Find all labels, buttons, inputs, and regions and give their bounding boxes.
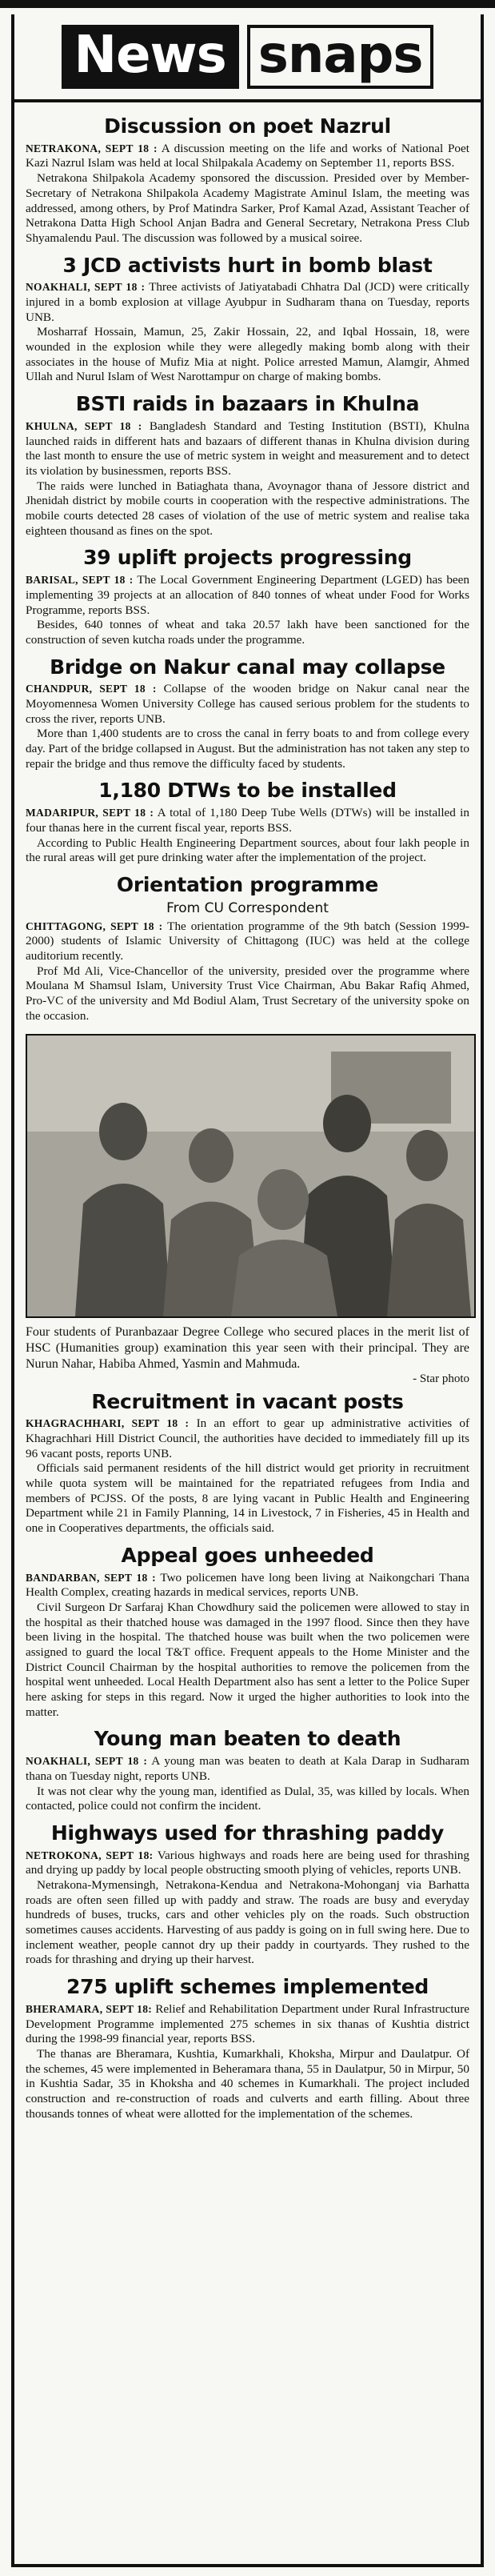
story-paragraph	[26, 280, 469, 325]
story-byline: From CU Correspondent	[166, 899, 329, 916]
story-headline: BSTI raids in bazaars in Khulna	[75, 392, 420, 416]
story-paragraph	[26, 1461, 469, 1536]
news-story	[26, 393, 469, 539]
story-dateline: NETROKONA, SEPT 18:	[26, 1849, 154, 1861]
news-story	[26, 656, 469, 772]
story-text: Mosharraf Hossain, Mamun, 25, Zakir Hossain, 22, and Iqbal Hossain, 18, were wounded in the explosion while they were allegedly making bomb along with their associates in the house of Mufiz Mia at night. Police arrested Mamun, Alamgir, Ahmed Ullah and Nurul Islam of West Narottampur on charge of making bombs.	[26, 325, 469, 384]
news-story	[26, 115, 469, 246]
news-photo	[26, 1034, 476, 1318]
story-dateline: KHULNA, SEPT 18 :	[26, 419, 142, 432]
story-text: A total of 1,180 Deep Tube Wells (DTWs) will be installed in four thanas here in the current fiscal year, reports BSS.	[26, 806, 469, 835]
stories-top	[26, 115, 469, 1024]
story-headline: Bridge on Nakur canal may collapse	[50, 655, 445, 679]
news-column	[11, 14, 484, 2567]
story-text: Besides, 640 tonnes of wheat and taka 20.57 lakh have been sanctioned for the construction of seven kutcha roads under the programme.	[26, 618, 469, 647]
story-text: It was not clear why the young man, identified as Dulal, 35, was killed by locals. When contacted, police could not confirm the incident.	[26, 1784, 469, 1813]
news-story	[26, 1822, 469, 1968]
story-text: In an effort to gear up administrative activities of Khagrachhari Hill District Council, the authorities have decided to immediately fill up its 96 vacant posts, reports UNB.	[26, 1416, 470, 1460]
story-text: The Local Government Engineering Department (LGED) has been implementing 39 projects at an allocation of 840 tonnes of wheat under Food for Works Programme, reports BSS.	[26, 573, 469, 617]
story-paragraph	[26, 1878, 469, 1968]
story-text: Bangladesh Standard and Testing Institution (BSTI), Khulna launched raids in different hats and bazaars of different thanas in Khulna division during the last month to ensure the use of metric system in weight and measurement and to detect its violation by businessmen, reports BSS.	[26, 419, 470, 478]
news-story	[26, 254, 469, 386]
story-headline: Recruitment in vacant posts	[91, 1389, 404, 1413]
story-paragraph	[26, 171, 469, 246]
story-dateline: CHITTAGONG, SEPT 18 :	[26, 919, 163, 932]
story-text: Officials said permanent residents of the hill district would get priority in recruitment while quota system will be maintained for the repatriated refugees from India and members of PCJSS. Of the posts, 8 are lying vacant in Public Health and Engineering Department while 21 in Family Planning, 14 in Livestock, 7 in Fisheries, 45 in Health and one in Cooperatives departments, the officials said.	[26, 1461, 469, 1536]
story-paragraph	[26, 806, 469, 835]
story-paragraph	[26, 325, 469, 385]
story-headline: 39 uplift projects progressing	[83, 546, 412, 570]
story-paragraph	[26, 419, 469, 479]
masthead-snaps: snaps	[247, 25, 434, 89]
story-paragraph	[26, 573, 469, 618]
story-paragraph	[26, 2047, 469, 2121]
story-headline: Highways used for thrashing paddy	[50, 1821, 445, 1845]
story-headline: Young man beaten to death	[94, 1727, 401, 1751]
story-headline: Discussion on poet Nazrul	[104, 114, 391, 138]
column-body	[14, 102, 481, 2121]
news-story	[26, 1976, 469, 2121]
story-headline: 3 JCD activists hurt in bomb blast	[62, 253, 433, 277]
story-dateline: NETRAKONA, SEPT 18 :	[26, 142, 158, 154]
story-paragraph	[26, 964, 469, 1024]
story-dateline: MADARIPUR, SEPT 18 :	[26, 807, 154, 819]
story-paragraph	[26, 1571, 469, 1600]
story-text: According to Public Health Engineering Department sources, about four lakh people in the rural areas will get pure drinking water after the implementation of the project.	[26, 835, 469, 865]
story-dateline: BANDARBAN, SEPT 18 :	[26, 1571, 156, 1584]
story-dateline: BHERAMARA, SEPT 18:	[26, 2002, 153, 2015]
story-headline: Appeal goes unheeded	[121, 1543, 374, 1567]
story-text: The raids were lunched in Batiaghata thana, Avoynagor thana of Jessore district and Jhenidah district by mobile courts in cooperation with the respective administrations. The mobile courts detected 28 cases of violation of the use of metric system and realise taka eighteen thousand as fines on the spot.	[26, 479, 469, 538]
story-dateline: NOAKHALI, SEPT 18 :	[26, 1755, 148, 1768]
photo-illustration	[27, 1036, 474, 1316]
story-dateline: KHAGRACHHARI, SEPT 18 :	[26, 1417, 190, 1430]
story-paragraph	[26, 479, 469, 539]
story-text: Prof Md Ali, Vice-Chancellor of the university, presided over the programme where Moulana M Shamsul Islam, University Trust Vice Chairman, Abu Bakar Rafiq Ahmed, Pro-VC of the university and Md Bodiul Alam, Trust Secretary of the university spoke on the occasion.	[26, 963, 469, 1023]
story-text: Two policemen have long been living at Naikongchari Thana Health Complex, creating hazards in medical services, reports UNB.	[26, 1570, 469, 1600]
story-paragraph	[26, 1416, 469, 1461]
news-story	[26, 874, 469, 1024]
top-rule	[0, 0, 495, 8]
story-paragraph	[26, 2002, 469, 2047]
story-paragraph	[26, 618, 469, 647]
news-story	[26, 1544, 469, 1721]
story-paragraph	[26, 1785, 469, 1814]
photo-credit: - Star photo	[413, 1372, 469, 1385]
story-paragraph	[26, 836, 469, 866]
story-text: The orientation programme of the 9th batch (Session 1999-2000) students of Islamic University of Chittagong (IUC) was held at the college auditorium recently.	[26, 919, 469, 963]
story-text: Three activists of Jatiyatabadi Chhatra Dal (JCD) were critically injured in a bomb explosion at village Ayubpur in Sudharam thana on Tuesday, reports UNB.	[26, 280, 469, 324]
story-text: More than 1,400 students are to cross the canal in ferry boats to and from college every day. Part of the bridge collapsed in August. But the administration has not taken any step to repair the bridge and thus remove the difficulty faced by students.	[26, 727, 469, 771]
story-paragraph	[26, 1600, 469, 1721]
story-headline: 275 uplift schemes implemented	[66, 1975, 429, 1999]
story-headline: 1,180 DTWs to be installed	[98, 779, 397, 803]
story-dateline: NOAKHALI, SEPT 18 :	[26, 281, 146, 294]
story-paragraph	[26, 142, 469, 171]
story-text: Relief and Rehabilitation Department under Rural Infrastructure Development Programme implemented 275 schemes in six thanas of Kushtia district during the 1998-99 financial year, reports BSS.	[26, 2001, 470, 2046]
story-text: Various highways and roads here are being used for thrashing and drying up paddy by local people obstructing smooth plying of vehicles, reports UNB.	[26, 1848, 469, 1877]
news-story	[26, 779, 469, 866]
masthead-news: News	[62, 25, 239, 89]
story-text: Netrakona-Mymensingh, Netrakona-Kendua and Netrakona-Mohonganj via Barhatta roads are often seen filled up with paddy and straw. The roads are busy and everyday hundreds of buses, trucks, cars and other vehicles ply on the roads. Such obstruction sometimes causes accidents. Harvesting of aus paddy is going on in full swing here. Due to inclement weather, people cannot dry up their paddy in courtyards. They rushed to the roads for thrashing and drying up their harvest.	[26, 1878, 469, 1967]
news-story	[26, 547, 469, 647]
story-text: The thanas are Bheramara, Kushtia, Kumarkhali, Khoksha, Mirpur and Daulatpur. Of the schemes, 45 were implemented in Beheramara thana, 55 in Daulatpur, 50 in Mirpur, 50 in Kushtia Sadar, 35 in Khoksha and 40 schemes in Kumarkhali. The project included construction and re-construction of roads and culverts and earth filling. About three thousands tonnes of wheat were allotted for the implementation of the schemes.	[26, 2046, 469, 2121]
news-story	[26, 1728, 469, 1814]
photo-caption: Four students of Puranbazaar Degree College who secured places in the merit list of HSC (Humanities group) examination this year seen with their principal. They are Nurun Nahar, Habiba Ahmed, Yasmin and Mahmuda.	[26, 1324, 469, 1371]
story-text: Collapse of the wooden bridge on Nakur canal near the Moyomennesa Women University College has caused serious problem for the students to cross the river, reports UNB.	[26, 682, 469, 726]
story-paragraph	[26, 1849, 469, 1878]
news-story	[26, 1391, 469, 1536]
story-text: Netrakona Shilpakola Academy sponsored the discussion. Presided over by Member-Secretary of Netrakona Shilpakola Academy Magistrate Aminul Islam, the meeting was addressed, among others, by Prof Matindra Sarker, Prof Kamal Azad, Assistant Teacher of Netrakona Datta High School Anjan Badra and General Secretary, Netrakona Press Club Shyamalendu Paul. The discussion was followed by a musical soiree.	[26, 171, 469, 245]
masthead	[14, 14, 481, 102]
story-paragraph	[26, 682, 469, 727]
stories-bottom	[26, 1391, 469, 2122]
story-paragraph	[26, 727, 469, 771]
story-paragraph	[26, 1754, 469, 1784]
story-dateline: BARISAL, SEPT 18 :	[26, 574, 134, 587]
story-text: A young man was beaten to death at Kala Darap in Sudharam thana on Tuesday night, reports UNB.	[26, 1754, 469, 1783]
story-text: Civil Surgeon Dr Sarfaraj Khan Chowdhury said the policemen were allowed to stay in the hospital as their thatched house was damaged in the 1997 flood. Since then they have been living in the hospital. The thatched house was built when the two policemen were assigned to guard the local T&T office. Frequent appeals to the Home Minister and the District Council Chairman by the hospital authorities to remove the policemen from the hospital went unheeded. Local Health Department also has sent a letter to the Police Super here asking for steps in this regard. Now it urged the higher authorities to look into the matter.	[26, 1600, 469, 1719]
story-dateline: CHANDPUR, SEPT 18 :	[26, 683, 157, 695]
story-text: A discussion meeting on the life and works of National Poet Kazi Nazrul Islam was held at local Shilpakala Academy on September 11, reports BSS.	[26, 141, 469, 170]
story-paragraph	[26, 919, 469, 964]
story-headline: Orientation programme	[116, 872, 379, 896]
